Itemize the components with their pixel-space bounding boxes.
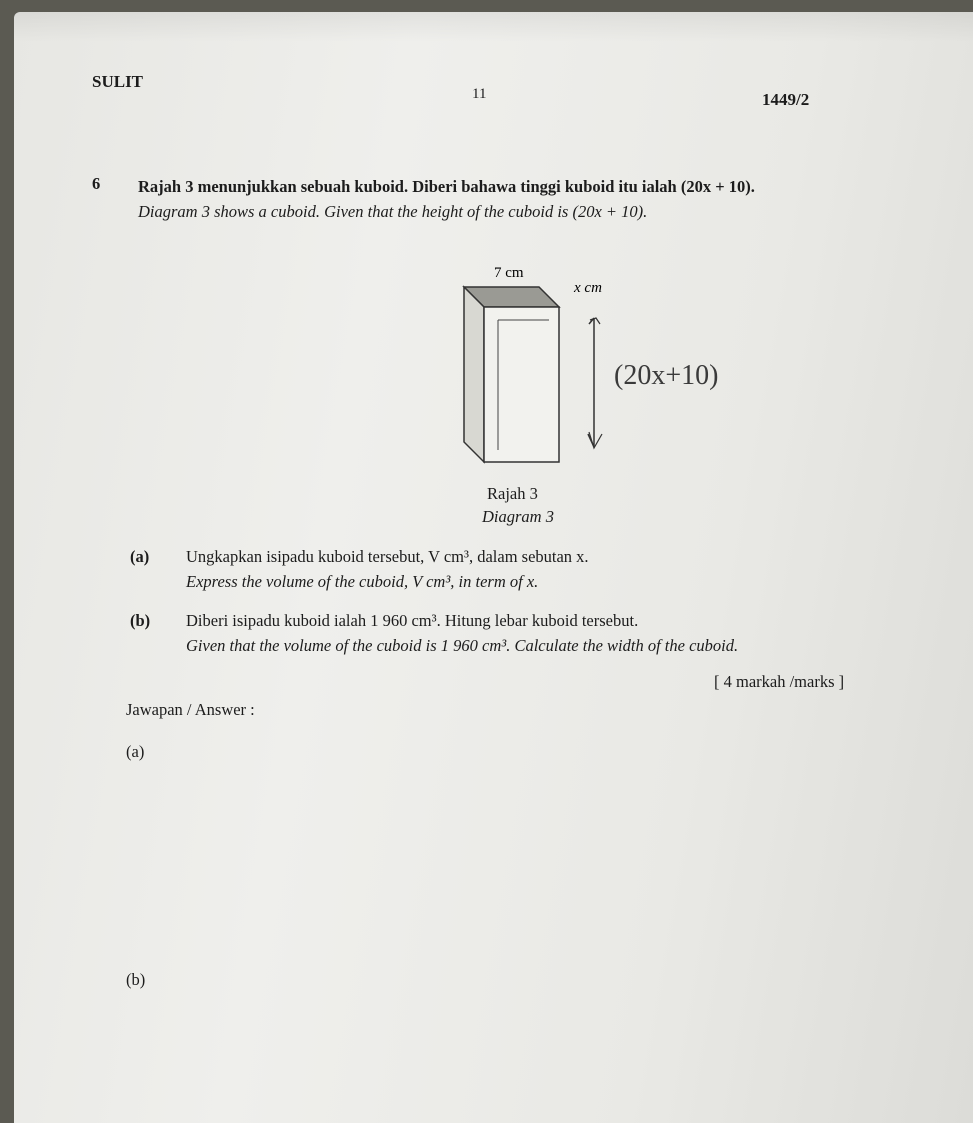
part-a-label: (a) [130, 547, 150, 566]
question-number: 6 [92, 174, 101, 193]
handwritten-height-note: (20x+10) [614, 360, 719, 391]
height-arrow-head [589, 432, 602, 448]
paper-code: 1449/2 [762, 90, 810, 109]
cuboid-diagram [444, 252, 804, 492]
width-label: x cm [574, 280, 602, 296]
answer-heading: Jawapan / Answer : [126, 700, 255, 719]
marks-label: [ 4 markah /marks ] [714, 672, 845, 691]
height-arrow [588, 318, 594, 447]
part-a-malay: Ungkapkan isipadu kuboid tersebut, V cm³, dalam sebutan x. [186, 547, 589, 566]
part-b-english: Given that the volume of the cuboid is 1 960 cm³. Calculate the width of the cuboid. [186, 636, 739, 655]
cuboid-side-face [464, 287, 484, 462]
diagram-caption-english: Diagram 3 [482, 507, 554, 526]
answer-b-label: (b) [126, 970, 146, 989]
page-number: 11 [472, 86, 487, 102]
header-sulit: SULIT [92, 72, 144, 91]
answer-a-label: (a) [126, 742, 145, 761]
diagram-caption-malay: Rajah 3 [487, 484, 538, 503]
part-b-label: (b) [130, 611, 151, 630]
exam-page [14, 12, 973, 1123]
length-label: 7 cm [494, 265, 524, 281]
part-a-english: Express the volume of the cuboid, V cm³, in term of x. [186, 572, 539, 591]
question-text-malay: Rajah 3 menunjukkan sebuah kuboid. Diberi bahawa tinggi kuboid itu ialah (20x + 10). [138, 177, 755, 196]
part-b-malay: Diberi isipadu kuboid ialah 1 960 cm³. Hitung lebar kuboid tersebut. [186, 611, 639, 630]
question-text-english: Diagram 3 shows a cuboid. Given that the height of the cuboid is (20x + 10). [138, 202, 648, 221]
cuboid-front-face [484, 307, 559, 462]
